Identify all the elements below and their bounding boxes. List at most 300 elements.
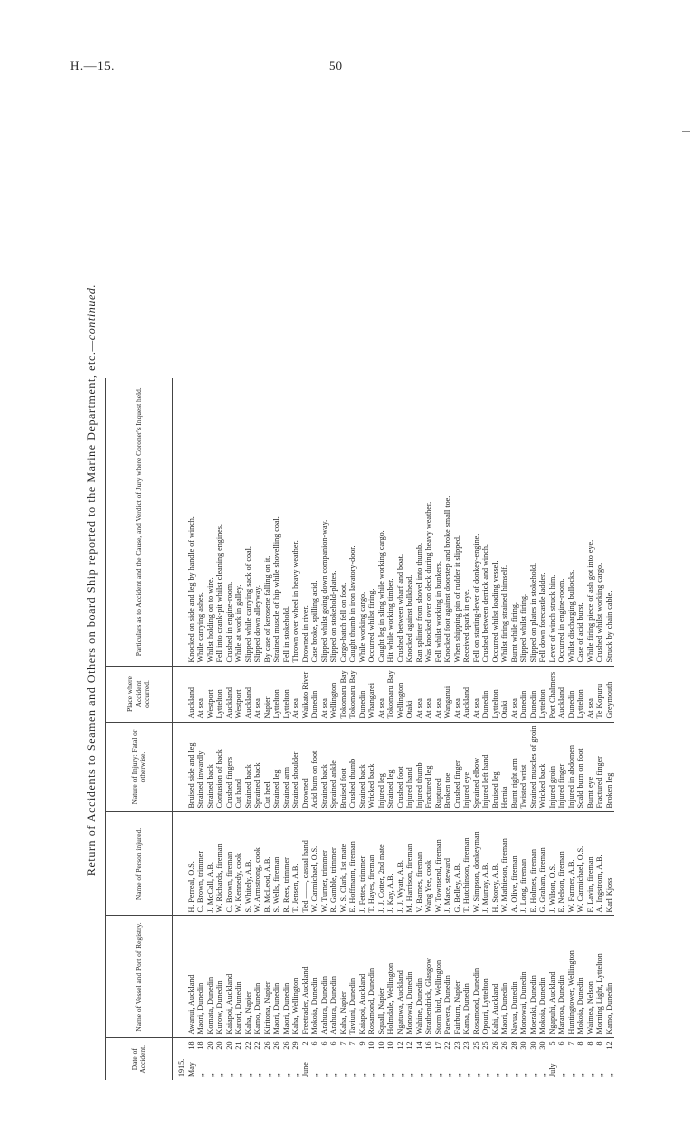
place-cell: Lyttelton (215, 666, 225, 722)
particulars-cell: While at work in galley. (234, 378, 244, 666)
day-text: 22 (243, 1041, 253, 1050)
date-cell (348, 1039, 358, 1081)
table-row (586, 378, 596, 1080)
month-text: „ (253, 1073, 262, 1077)
date-cell (443, 1039, 453, 1081)
place-cell: Wanganui (443, 666, 453, 722)
place-cell: Wellington (396, 666, 406, 722)
injury-cell: Sprained back (253, 722, 263, 812)
vessel-cell: Strathendrick, Glasgow (424, 916, 434, 1038)
day-text: 22 (253, 1041, 262, 1050)
place-cell: Otaki (500, 666, 510, 722)
day-text: 26 (490, 1041, 500, 1050)
table-row (329, 378, 339, 1080)
table-row (462, 378, 472, 1080)
vessel-cell: Opouri, Lyttelton (481, 916, 491, 1038)
table-row (538, 378, 548, 1080)
table-row (519, 378, 529, 1080)
date-cell (472, 1039, 482, 1081)
day-text: 8 (595, 1041, 604, 1046)
page-code: H.—15. (70, 58, 115, 73)
injury-cell: Crushed thumb (348, 722, 358, 812)
vessel-cell: Rosamond, Dunedin (472, 916, 482, 1038)
header-person: Name of Person injured. (106, 812, 173, 916)
table-row (605, 378, 615, 1080)
day-text: 23 (452, 1041, 462, 1050)
date-cell (310, 1039, 320, 1081)
particulars-cell: Occurred whilst firing. (367, 378, 377, 666)
table-row (301, 378, 311, 1080)
month-text: „ (604, 1073, 614, 1077)
person-cell: F. Lavin, fireman (586, 812, 596, 916)
particulars-cell: Thrown over wheel in heavy weather. (291, 378, 301, 666)
date-cell (548, 1039, 558, 1081)
vessel-cell: Kaiapoi, Auckland (358, 916, 368, 1038)
particulars-cell: Crushed between derrick and winch. (481, 378, 491, 666)
particulars-cell: Case of acid burst. (576, 378, 586, 666)
month-text: „ (528, 1073, 538, 1077)
month-text: „ (405, 1073, 414, 1077)
table-row (472, 378, 482, 1080)
table-row (510, 378, 520, 1080)
person-cell: W. Mathieson, fireman (500, 812, 510, 916)
person-cell: Ted ——, casual hand (301, 812, 311, 916)
day-text: 20 (215, 1041, 224, 1050)
place-cell: Tokomaru Bay (348, 666, 358, 722)
place-cell: At sea (472, 666, 482, 722)
injury-cell: Injured left hand (481, 722, 491, 812)
day-text: 28 (509, 1041, 519, 1050)
table-row (196, 378, 206, 1080)
vessel-cell: Navua, Dunedin (510, 916, 520, 1038)
vessel-cell: Kahi, Auckland (491, 916, 501, 1038)
injury-cell: Crushed fingers (225, 722, 235, 812)
header-date: Date of Accident. (106, 1038, 173, 1080)
day-text: 9 (357, 1041, 367, 1046)
place-cell: Tokomaru Bay (386, 666, 396, 722)
page-number: 50 (329, 58, 342, 73)
injury-cell: Strained leg (386, 722, 396, 812)
injury-cell: Contusion of back (215, 722, 225, 812)
title-continued: —continued. (84, 283, 98, 352)
day-text: 12 (405, 1041, 414, 1050)
day-text: 10 (376, 1041, 386, 1050)
injury-cell: Drowned (301, 722, 311, 812)
vessel-cell: Rosamond, Dunedin (367, 916, 377, 1038)
injury-cell: Injured finger (557, 722, 567, 812)
place-cell: Dunedin (358, 666, 368, 722)
place-cell: At sea (320, 666, 330, 722)
person-cell: W. Carmichael, O.S. (576, 812, 586, 916)
particulars-cell: Strained muscle of hip while shovelling coal. (272, 378, 282, 666)
place-cell: Waikato River (301, 666, 311, 722)
month-text: „ (329, 1073, 338, 1077)
place-cell: At sea (424, 666, 434, 722)
particulars-cell: Caught leg in sling while working cargo. (377, 378, 387, 666)
injury-cell: Bruised side and leg (187, 722, 197, 812)
day-text: 2 (300, 1041, 310, 1046)
particulars-cell: Whilst discharging bullocks. (567, 378, 577, 666)
date-cell (206, 1039, 216, 1081)
date-cell (434, 1039, 444, 1081)
day-text: 7 (566, 1041, 576, 1046)
injury-cell: Ruptured (434, 722, 444, 812)
injury-cell: Bruised leg (491, 722, 501, 812)
vessel-cell: Paewera, Dunedin (443, 916, 453, 1038)
date-cell (253, 1039, 263, 1081)
day-text: 8 (576, 1041, 585, 1046)
date-cell (339, 1039, 349, 1081)
particulars-cell: Slipped whilst going down companion-way. (320, 378, 330, 666)
injury-cell: Injured groin (548, 722, 558, 812)
day-text: 30 (538, 1041, 547, 1050)
month-text: „ (500, 1073, 509, 1077)
date-cell (329, 1039, 339, 1081)
vessel-cell: Kamo, Dunedin (605, 916, 615, 1038)
table-row (595, 378, 605, 1080)
person-cell: Karl Kjoss (605, 812, 615, 916)
particulars-cell: Knocked on side and leg by handle of winch. (187, 378, 197, 666)
date-cell (396, 1039, 406, 1081)
date-cell (234, 1039, 244, 1081)
place-cell: Lyttelton (272, 666, 282, 722)
particulars-cell: Fell down forecastle ladder. (538, 378, 548, 666)
vessel-cell: Monowai, Dunedin (519, 916, 529, 1038)
day-text: 12 (395, 1041, 405, 1050)
header-place: Place where Accident occurred. (106, 666, 173, 722)
month-text: May (186, 1062, 196, 1077)
month-text: „ (205, 1073, 215, 1077)
person-cell: J. Wilson, O.S. (548, 812, 558, 916)
date-cell (586, 1039, 596, 1081)
place-cell: Otaki (405, 666, 415, 722)
vessel-cell: Kamo, Dunedin (253, 916, 263, 1038)
injury-cell: Broken toe (443, 722, 453, 812)
injury-cell: Broken leg (605, 722, 615, 812)
date-cell (244, 1039, 254, 1081)
month-text: „ (585, 1073, 595, 1077)
place-cell: Wellington (329, 666, 339, 722)
person-cell: H. Perreal, O.S. (187, 812, 197, 916)
date-cell (538, 1039, 548, 1081)
date-cell (263, 1039, 273, 1081)
particulars-cell: Whilst firing strained himself. (500, 378, 510, 666)
vessel-cell: Ngapuhi, Auckland (548, 916, 558, 1038)
place-cell: Dunedin (567, 666, 577, 722)
person-cell: T. Hayes, fireman (367, 812, 377, 916)
person-cell: V. Barnes, fireman (415, 812, 425, 916)
day-text: 21 (234, 1041, 243, 1050)
vessel-cell: Maori, Dunedin (282, 916, 292, 1038)
injury-cell: Bruised foot (339, 722, 349, 812)
particulars-cell: Case broke, spilling acid. (310, 378, 320, 666)
month-text: „ (443, 1073, 452, 1077)
day-text: 18 (196, 1041, 205, 1050)
day-text: 30 (519, 1041, 528, 1050)
date-cell (567, 1039, 577, 1081)
particulars-cell: Cargo-hatch fell on foot. (339, 378, 349, 666)
table-row (367, 378, 377, 1080)
table-row (434, 378, 444, 1080)
particulars-cell: Received spark in eye. (462, 378, 472, 666)
month-text: „ (481, 1073, 490, 1077)
month-text: „ (215, 1073, 224, 1077)
place-cell: Port Chalmers (548, 666, 558, 722)
month-text: „ (348, 1073, 357, 1077)
person-cell: W. Townsend, fireman (434, 812, 444, 916)
particulars-cell: Fell in stokehold. (282, 378, 292, 666)
date-cell (415, 1039, 425, 1081)
day-text: 10 (386, 1041, 395, 1050)
injury-cell: Burnt right arm (510, 722, 520, 812)
person-cell: W. Armstrong, cook (253, 812, 263, 916)
injury-cell: Fractured leg (424, 722, 434, 812)
month-text: „ (310, 1073, 319, 1077)
date-cell (605, 1039, 615, 1081)
month-text: „ (395, 1073, 405, 1077)
vessel-cell: Kama, Dunedin (462, 916, 472, 1038)
table-row (576, 378, 586, 1080)
month-text: „ (243, 1073, 253, 1077)
date-cell (500, 1039, 510, 1081)
day-text: 23 (462, 1041, 471, 1050)
year-row (173, 378, 187, 1080)
day-text: 17 (433, 1041, 443, 1050)
day-text: 16 (424, 1041, 433, 1050)
person-cell: G. Belley, A.B. (453, 812, 463, 916)
person-cell: J. Fettes, trimmer (358, 812, 368, 916)
injury-cell: Wricked back (367, 722, 377, 812)
day-text: 30 (528, 1041, 538, 1050)
vessel-cell: Moeraki, Dunedin (529, 916, 539, 1038)
date-cell (595, 1039, 605, 1081)
injury-cell: Strained inwardly (196, 722, 206, 812)
table-row (424, 378, 434, 1080)
place-cell: Dunedin (310, 666, 320, 722)
injury-cell: Acid burn on foot (310, 722, 320, 812)
day-text: 22 (443, 1041, 452, 1050)
month-text: „ (462, 1073, 471, 1077)
particulars-cell: While carrying ashes. (196, 378, 206, 666)
day-text: 7 (348, 1041, 357, 1046)
particulars-cell: Occurred in engine-room. (557, 378, 567, 666)
vessel-cell: Maori, Dunedin (500, 916, 510, 1038)
injury-cell: Injured hand (405, 722, 415, 812)
day-text: 26 (281, 1041, 291, 1050)
rotated-return-table (84, 80, 684, 1080)
table-row (415, 378, 425, 1080)
person-cell: W. Farmer, A.B. (567, 812, 577, 916)
place-cell: At sea (586, 666, 596, 722)
table-row (557, 378, 567, 1080)
date-cell (576, 1039, 586, 1081)
particulars-cell: Caught thumb in iron lavatory-door. (348, 378, 358, 666)
day-text: 6 (319, 1041, 329, 1046)
vessel-cell: Waimea, Nelson (586, 916, 596, 1038)
injury-cell: Sprained elbow (472, 722, 482, 812)
month-text: „ (538, 1073, 547, 1077)
injury-cell: Fractured finger (595, 722, 605, 812)
table-row (272, 378, 282, 1080)
place-cell: Tokomaru Bay (339, 666, 349, 722)
injury-cell: Injured leg (377, 722, 387, 812)
month-text: „ (234, 1073, 243, 1077)
place-cell: At sea (510, 666, 520, 722)
month-text: „ (281, 1073, 291, 1077)
particulars-cell: Slipped down alleyway. (253, 378, 263, 666)
vessel-cell: Mokoia, Dunedin (310, 916, 320, 1038)
vessel-cell: Squall, Napier (377, 916, 387, 1038)
day-text: 14 (414, 1041, 424, 1050)
vessel-cell: Wahine, Dunedin (415, 916, 425, 1038)
person-cell: G. Graham, fireman (538, 812, 548, 916)
place-cell: Napier (263, 666, 273, 722)
injury-cell: Injured eye (462, 722, 472, 812)
table-row (234, 378, 244, 1080)
table-row (491, 378, 501, 1080)
particulars-cell: Knocked against bulkhead. (405, 378, 415, 666)
date-cell (291, 1039, 301, 1081)
person-cell: Wang Yee, cook (424, 812, 434, 916)
place-cell: At sea (377, 666, 387, 722)
table-row (339, 378, 349, 1080)
table-row (320, 378, 330, 1080)
place-cell: At sea (291, 666, 301, 722)
year-cell: 1915. (177, 1058, 186, 1077)
place-cell: Auckland (225, 666, 235, 722)
particulars-cell: While working cargo. (358, 378, 368, 666)
vessel-cell: Taviuni, Dunedin (348, 916, 358, 1038)
day-text: 6 (329, 1041, 338, 1046)
table-row (405, 378, 415, 1080)
place-cell: Lyttelton (538, 666, 548, 722)
particulars-cell: Ran splinter from shovel into thumb. (415, 378, 425, 666)
vessel-cell: Storm bird, Wellington (434, 916, 444, 1038)
title-main: Return of Accidents to Seamen and Others on board Ship reported to the Marine Department, etc. (84, 351, 98, 877)
particulars-cell: Drowned in river. (301, 378, 311, 666)
month-text: „ (595, 1073, 604, 1077)
accidents-table (105, 378, 614, 1080)
person-cell: A. Ingstrom, A.B. (595, 812, 605, 916)
day-text: 7 (338, 1041, 348, 1046)
place-cell: At sea (434, 666, 444, 722)
date-cell (282, 1039, 292, 1081)
month-text: „ (490, 1073, 500, 1077)
table-row (225, 378, 235, 1080)
particulars-cell: When shipping pin of rudder it slipped. (453, 378, 463, 666)
person-cell: S. Whitely, A.B. (244, 812, 254, 916)
place-cell: Lyttelton (491, 666, 501, 722)
person-cell: E. Holmes, fireman (529, 812, 539, 916)
table-row (253, 378, 263, 1080)
day-text: 25 (471, 1041, 481, 1050)
particulars-cell: By case of kerosene falling on it. (263, 378, 273, 666)
particulars-cell: Whilst holding on to wire. (206, 378, 216, 666)
month-text: „ (576, 1073, 585, 1077)
person-cell: J. J. Cotter, 2nd mate (377, 812, 387, 916)
table-row (453, 378, 463, 1080)
person-cell: J. Kay, A.B. (386, 812, 396, 916)
month-text: „ (196, 1073, 205, 1077)
place-cell: Auckland (557, 666, 567, 722)
vessel-cell: Monowai, Dunedin (405, 916, 415, 1038)
place-cell: At sea (253, 666, 263, 722)
place-cell: At sea (453, 666, 463, 722)
vessel-cell: Freetrader, Auckland (301, 916, 311, 1038)
date-cell (424, 1039, 434, 1081)
injury-cell: Crushed foot (396, 722, 406, 812)
table-row (244, 378, 254, 1080)
date-cell (301, 1039, 311, 1081)
table-row (263, 378, 273, 1080)
date-cell (557, 1039, 567, 1081)
particulars-cell: Slipped whilst firing. (519, 378, 529, 666)
vessel-cell: Kurow, Dunedin (215, 916, 225, 1038)
vessel-cell: Holmdale, Wellington (386, 916, 396, 1038)
vessel-cell: Maori, Dunedin (196, 916, 206, 1038)
date-cell (519, 1039, 529, 1081)
injury-cell: Strained muscles of groin (529, 722, 539, 812)
month-text: „ (357, 1073, 367, 1077)
person-cell: A. Olive, fireman (510, 812, 520, 916)
injury-cell: Cut heel (263, 722, 273, 812)
injury-cell: Injured in abdomen (567, 722, 577, 812)
day-text: 29 (291, 1041, 300, 1050)
injury-cell: Strained back (244, 722, 254, 812)
day-text: 6 (310, 1041, 319, 1046)
month-text: „ (566, 1073, 576, 1077)
vessel-cell: Karori, Dunedin (234, 916, 244, 1038)
person-cell: C. Brown, trimmer (196, 812, 206, 916)
particulars-cell: Burnt while firing. (510, 378, 520, 666)
table-row (567, 378, 577, 1080)
day-text: 12 (604, 1041, 614, 1050)
place-cell: Lyttelton (576, 666, 586, 722)
injury-cell: Sprained ankle (329, 722, 339, 812)
month-text: „ (414, 1073, 424, 1077)
particulars-cell: Fell on starting-lever of donkey-engine. (472, 378, 482, 666)
day-text: 10 (367, 1041, 376, 1050)
person-cell: T. Hutchinson, fireman (462, 812, 472, 916)
vessel-cell: Huntingtower, Wellington (567, 916, 577, 1038)
particulars-cell: Crushed between wharf and boat. (396, 378, 406, 666)
table-row (291, 378, 301, 1080)
day-text: 20 (224, 1041, 234, 1050)
date-cell (215, 1039, 225, 1081)
injury-cell: Twisted wrist (519, 722, 529, 812)
day-text: 26 (272, 1041, 281, 1050)
vessel-cell: Fairburn, Napier (453, 916, 463, 1038)
person-cell: J. Mace, steward (443, 812, 453, 916)
table-row (386, 378, 396, 1080)
place-cell: Westport (206, 666, 216, 722)
table-row (396, 378, 406, 1080)
month-text: „ (471, 1073, 481, 1077)
person-cell: W. Simpson, donkeyman (472, 812, 482, 916)
date-cell (187, 1039, 197, 1081)
table-row (500, 378, 510, 1080)
place-cell: At sea (415, 666, 425, 722)
header-vessel: Name of Vessel and Port of Registry. (106, 916, 173, 1038)
table-row (529, 378, 539, 1080)
place-cell: Auckland (187, 666, 197, 722)
particulars-cell: Fell into crank-pit whilst cleaning engines. (215, 378, 225, 666)
date-cell (405, 1039, 415, 1081)
particulars-cell: Was knocked over on deck during heavy weather. (424, 378, 434, 666)
place-cell: Lyttelton (282, 666, 292, 722)
person-cell: W. Turner, trimmer (320, 812, 330, 916)
place-cell: Te Kopuru (595, 666, 605, 722)
